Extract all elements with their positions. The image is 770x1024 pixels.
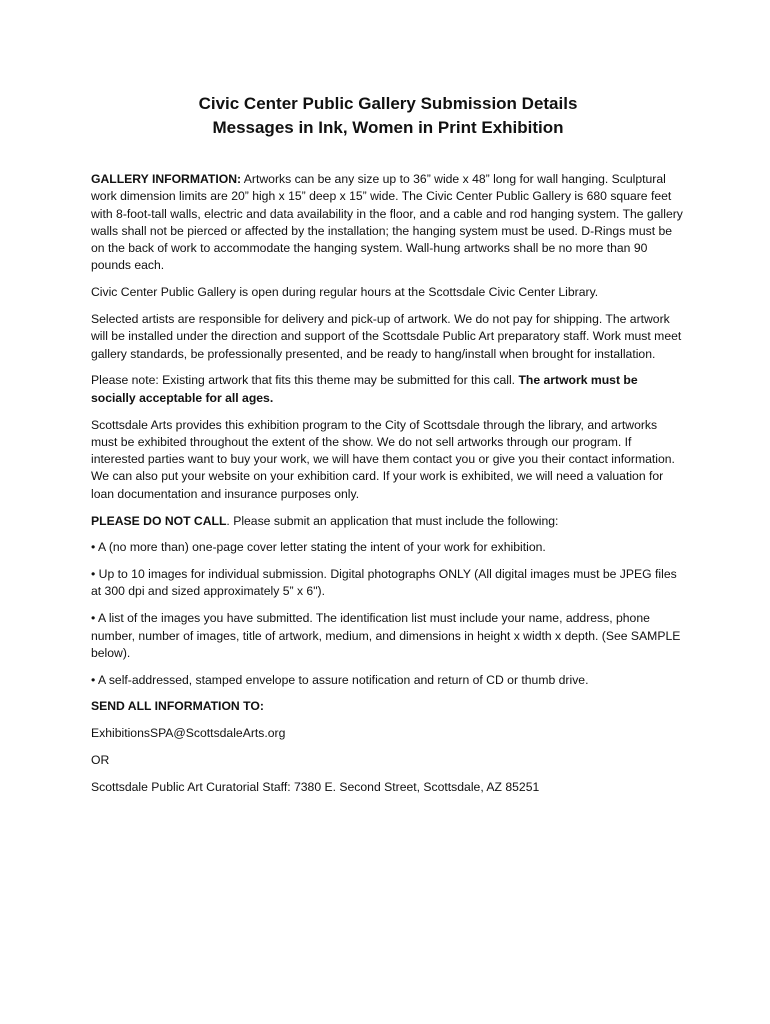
note-bold-text: The artwork must be socially acceptable for all ages. [91,373,638,405]
bullet-cover-letter: • A (no more than) one-page cover letter stating the intent of your work for exhibition. [91,540,546,555]
gallery-information-text: Artworks can be any size up to 36” wide x 48” long for wall hanging. Sculptural work dimension limits are 20” high x 15” deep x 15” wide. The Civic Center Public Gallery is 680 square feet with 8-foot-tall walls, electric and data availability in the floor, and a cable and rod hanging system. The gallery walls shall not be pierced or affected by the installation; the hanging system must be used. D-Rings must be on the back of work to accommodate the hanging system. Wall-hung artworks shall be no more than 90 pounds each. [91,172,683,273]
do-not-call-label: PLEASE DO NOT CALL [91,513,227,528]
document-page [91,92,685,806]
bullet-envelope: • A self-addressed, stamped envelope to assure notification and return of CD or thumb drive. [91,672,589,687]
send-information-label: SEND ALL INFORMATION TO: [91,699,264,714]
gallery-information-paragraph [91,171,685,275]
do-not-call-paragraph [91,513,685,530]
program-paragraph: Scottsdale Arts provides this exhibition program to the City of Scottsdale through the library, and artworks must be exhibited throughout the extent of the show. We do not sell artworks through our program. If interested parties want to buy your work, we will have them contact you or give you their contact information. We can also put your website on your exhibition card. If your work is exhibited, we will need a valuation for loan documentation and insurance purposes only. [91,417,675,501]
do-not-call-text: . Please submit an application that must include the following: [226,513,559,528]
mailing-address: Scottsdale Public Art Curatorial Staff: 7380 E. Second Street, Scottsdale, AZ 85251 [91,779,540,794]
bullet-images: • Up to 10 images for individual submission. Digital photographs ONLY (All digital images must be JPEG files at 300 dpi and sized approximately 5” x 6"). [91,567,677,599]
submission-email: ExhibitionsSPA@ScottsdaleArts.org [91,726,286,741]
title-line-1: Civic Center Public Gallery Submission Details [198,94,578,113]
note-paragraph [91,372,685,407]
gallery-hours-paragraph: Civic Center Public Gallery is open during regular hours at the Scottsdale Civic Center Library. [91,285,599,300]
or-separator: OR [91,753,110,768]
gallery-information-label: GALLERY INFORMATION: [91,172,242,186]
note-text: Please note: Existing artwork that fits this theme may be submitted for this call. [91,373,519,388]
title-line-2: Messages in Ink, Women in Print Exhibition [212,118,564,137]
bullet-image-list: • A list of the images you have submitted. The identification list must include your name, address, phone number, number of images, title of artwork, medium, and dimensions in height x width x depth. (See SAMPLE below). [91,611,681,660]
document-title [91,92,685,140]
delivery-paragraph: Selected artists are responsible for delivery and pick-up of artwork. We do not pay for shipping. The artwork will be installed under the direction and support of the Scottsdale Public Art preparatory staff. Work must meet gallery standards, be professionally presented, and be ready to hang/install when brought for installation. [91,312,682,361]
